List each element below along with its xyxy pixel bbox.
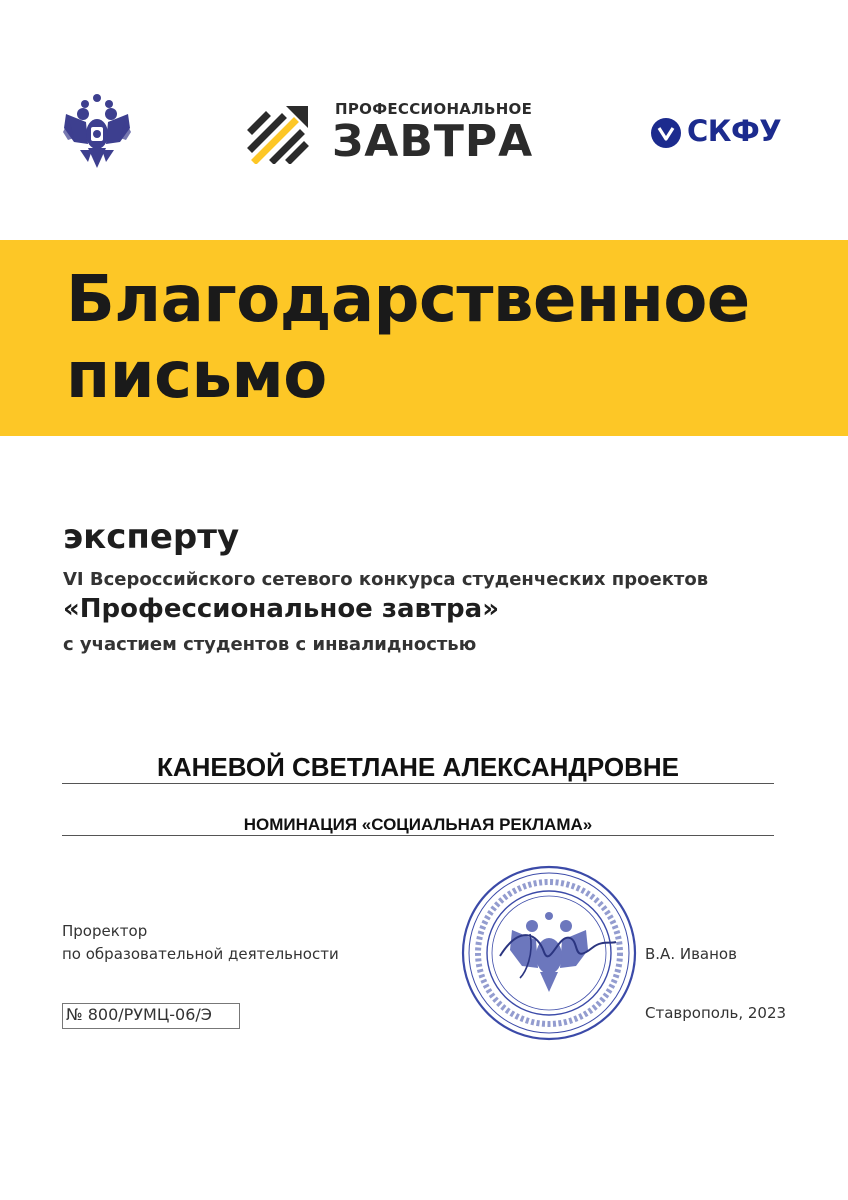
logo-big-text: ЗАВТРА: [332, 116, 534, 167]
contest-name: «Профессиональное завтра»: [63, 594, 499, 624]
nomination: НОМИНАЦИЯ «СОЦИАЛЬНАЯ РЕКЛАМА»: [243, 815, 593, 834]
divider: [62, 783, 774, 784]
signer-name: В.А. Иванов: [645, 945, 737, 963]
document-title-line1: Благодарственное: [66, 263, 750, 337]
logo-small-text: ПРОФЕССИОНАЛЬНОЕ: [335, 100, 533, 118]
document-title-line2: письмо: [66, 339, 327, 413]
coat-of-arms-icon: [60, 92, 134, 170]
professional-tomorrow-logo-icon: [246, 100, 312, 164]
registration-number: № 800/РУМЦ-06/Э: [66, 1005, 212, 1024]
place-and-year: Ставрополь, 2023: [645, 1004, 787, 1022]
recipient-name: КАНЕВОЙ СВЕТЛАНЕ АЛЕКСАНДРОВНЕ: [156, 752, 680, 782]
contest-description: VI Всероссийского сетевого конкурса студенческих проектов: [63, 569, 709, 590]
divider: [62, 835, 774, 836]
signer-title-line2: по образовательной деятельности: [62, 945, 339, 963]
official-stamp-icon: [460, 864, 638, 1042]
signer-title-line1: Проректор: [62, 922, 148, 940]
skfu-logo-icon: [650, 117, 682, 149]
recipient-role: эксперту: [63, 517, 240, 557]
contest-subtitle: с участием студентов с инвалидностью: [63, 634, 477, 655]
university-name: СКФУ: [687, 114, 782, 148]
